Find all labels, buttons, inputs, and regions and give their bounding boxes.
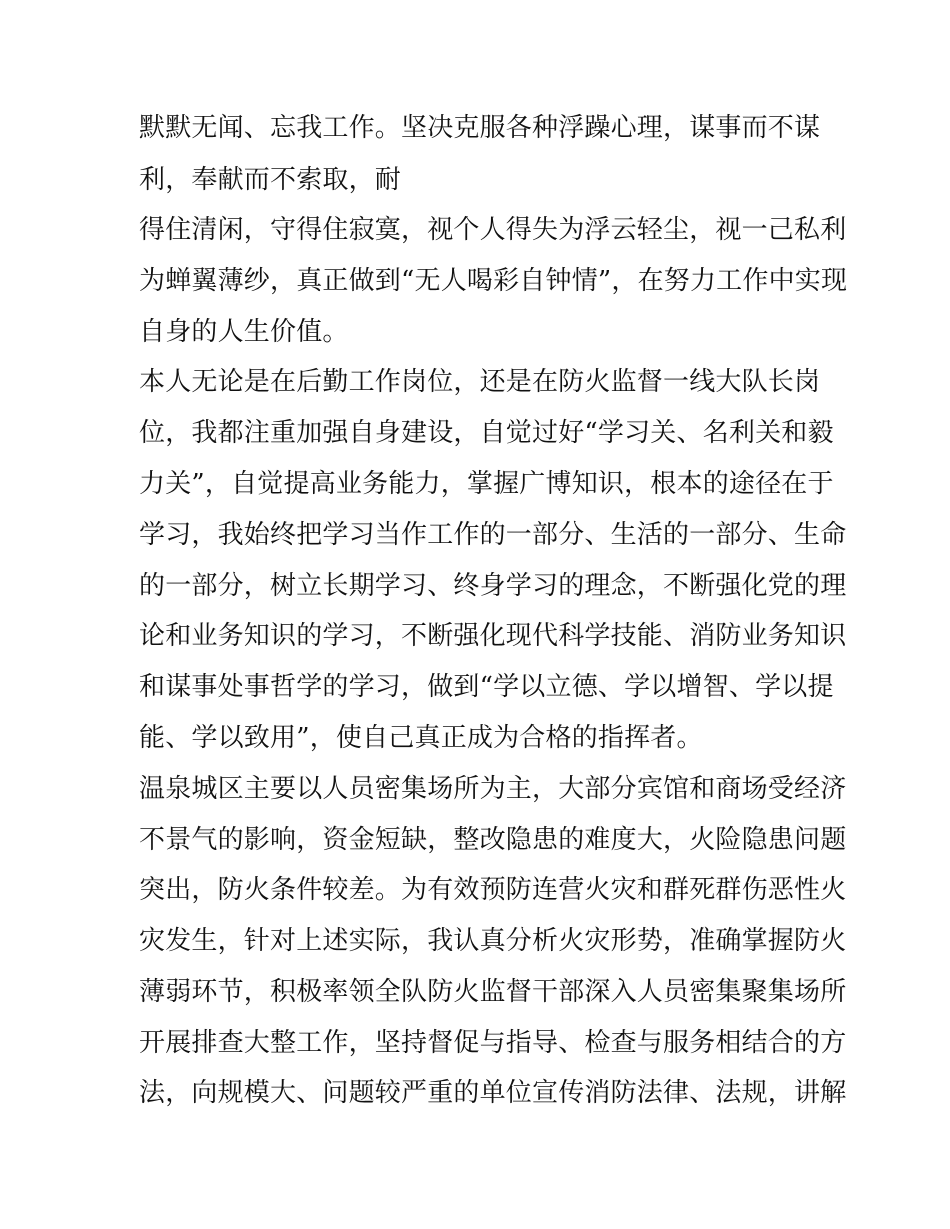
text-line: 和谋事处事哲学的学习，做到“学以立德、学以增智、学以提 xyxy=(139,672,834,702)
text-line: 为蝉翼薄纱，真正做到“无人喝彩自钟情”，在努力工作中实现 xyxy=(139,266,848,296)
text-line: 开展排查大整工作，坚持督促与指导、检查与服务相结合的方 xyxy=(139,1028,847,1058)
text-line: 的一部分，树立长期学习、终身学习的理念，不断强化党的理 xyxy=(139,571,847,601)
text-line: 能、学以致用”，使自己真正成为合格的指挥者。 xyxy=(139,723,703,753)
text-line: 力关”，自觉提高业务能力，掌握广博知识，根本的途径在于 xyxy=(139,469,834,499)
text-line: 学习，我始终把学习当作工作的一部分、生活的一部分、生命 xyxy=(139,520,847,550)
text-line: 法，向规模大、问题较严重的单位宣传消防法律、法规，讲解 xyxy=(139,1078,847,1108)
text-line: 不景气的影响，资金短缺，整改隐患的难度大，火险隐患问题 xyxy=(139,825,847,855)
text-line: 默默无闻、忘我工作。坚决克服各种浮躁心理，谋事而不谋 xyxy=(139,113,821,143)
text-line: 利，奉献而不索取，耐 xyxy=(139,165,402,195)
text-line: 突出，防火条件较差。为有效预防连营火灾和群死群伤恶性火 xyxy=(139,875,847,905)
text-line: 论和业务知识的学习，不断强化现代科学技能、消防业务知识 xyxy=(139,621,847,651)
text-line: 本人无论是在后勤工作岗位，还是在防火监督一线大队长岗 xyxy=(139,367,821,397)
text-line: 薄弱环节，积极率领全队防火监督干部深入人员密集聚集场所 xyxy=(139,977,847,1007)
text-line: 位，我都注重加强自身建设，自觉过好“学习关、名利关和毅 xyxy=(139,418,834,448)
text-line: 温泉城区主要以人员密集场所为主，大部分宾馆和商场受经济 xyxy=(139,774,847,804)
text-line: 灾发生，针对上述实际，我认真分析火灾形势，准确掌握防火 xyxy=(139,926,847,956)
text-line: 得住清闲，守得住寂寞，视个人得失为浮云轻尘，视一己私利 xyxy=(139,215,847,245)
text-line: 自身的人生价值。 xyxy=(139,317,349,347)
